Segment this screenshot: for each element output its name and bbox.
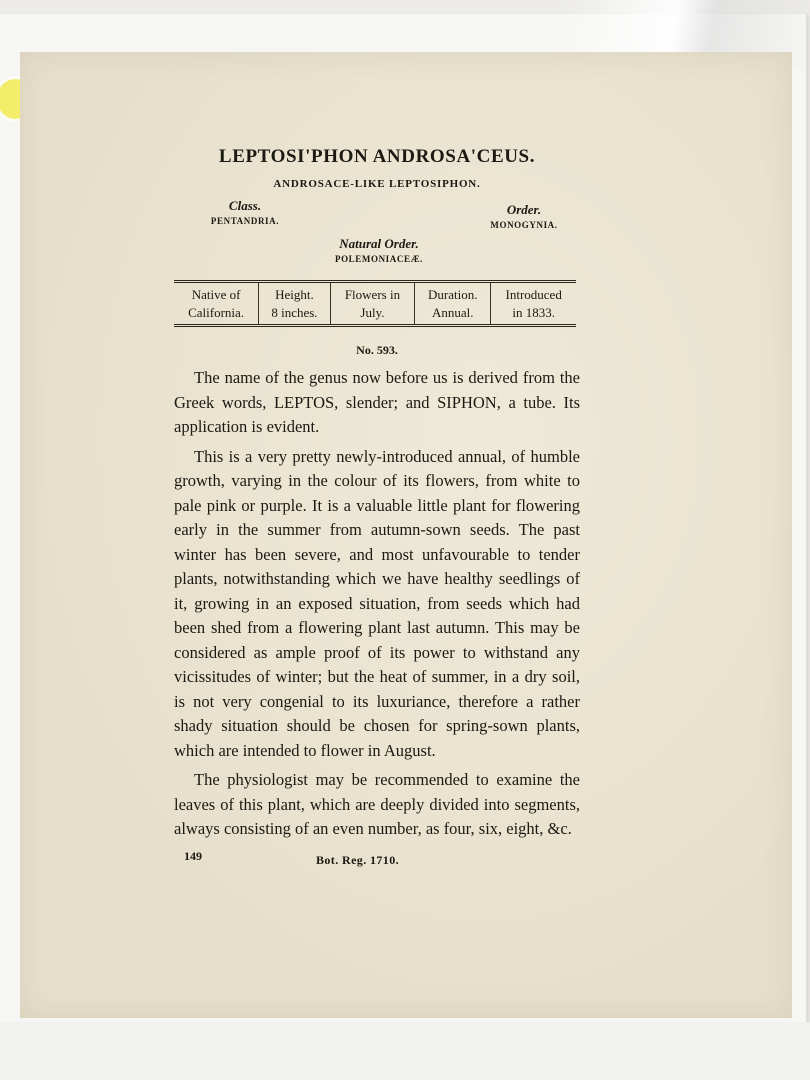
fact-cell-native	[174, 282, 259, 326]
paragraph: This is a very pretty newly-introduced annual, of humble growth, varying in the colour of its flowers, from white to pale pink or purple. It is a valuable little plant for flowering early in the summer from autumn-sown seeds. The past winter has been severe, and most unfavourable to tender plants, notwithstanding which we have healthy seedlings of it, growing in an exposed situation, from seeds which had been shed from a flowering plant last autumn. This may be considered as ample proof of its power to withstand any vicissitudes of winter; but the heat of summer, in a dry soil, is not very congenial to its luxuriance, therefore a rather shady situation should be chosen for spring-sown plants, which are intended to flower in August.	[174, 446, 580, 760]
class-block	[200, 198, 290, 226]
fact-value: California.	[188, 304, 245, 320]
natural-order-label: Natural Order.	[339, 236, 419, 251]
fact-value: Annual.	[431, 304, 474, 320]
classification	[174, 198, 580, 278]
fact-cell-introduced	[491, 282, 576, 326]
page-content	[174, 146, 580, 871]
class-value: PENTANDRIA.	[210, 216, 280, 226]
order-label: Order.	[506, 202, 542, 217]
facts-table	[174, 280, 576, 327]
fact-cell-duration	[415, 282, 491, 326]
fact-cell-flowers	[330, 282, 414, 326]
fact-label: Introduced	[505, 287, 562, 302]
paragraph: The name of the genus now before us is derived from the Greek words, LEPTOS, slender; and SIPHON, a tube. Its application is evident.	[174, 368, 580, 437]
natural-order-value: POLEMONIACEÆ.	[334, 254, 424, 264]
fact-value: in 1833.	[512, 304, 555, 320]
fact-cell-height	[259, 282, 331, 326]
fact-value: July.	[360, 304, 385, 320]
fact-label: Height.	[275, 287, 314, 302]
table-surface	[0, 1022, 810, 1080]
plant-common-name: ANDROSACE-LIKE LEPTOSIPHON.	[273, 178, 481, 190]
plate-number: No. 593.	[356, 343, 398, 358]
botanical-reference: Bot. Reg. 1710.	[316, 852, 399, 867]
page-footer	[174, 847, 580, 871]
fact-label: Duration.	[427, 287, 478, 302]
order-value: MONOGYNIA.	[490, 220, 558, 230]
fact-label: Native of	[191, 287, 241, 302]
description-text	[174, 366, 580, 842]
plant-title: LEPTOSI'PHON ANDROSA'CEUS.	[218, 146, 536, 167]
book-page	[20, 52, 792, 1018]
paragraph: The physiologist may be recommended to examine the leaves of this plant, which are deeply divided into segments, always consisting of an even number, as four, six, eight, &c.	[174, 770, 580, 839]
facts-row	[174, 282, 576, 326]
fact-value: 8 inches.	[271, 304, 318, 320]
fact-label: Flowers in	[344, 287, 401, 302]
class-label: Class.	[228, 198, 262, 213]
natural-order-block	[324, 236, 434, 264]
page-number: 149	[184, 848, 202, 863]
order-block	[474, 202, 574, 230]
